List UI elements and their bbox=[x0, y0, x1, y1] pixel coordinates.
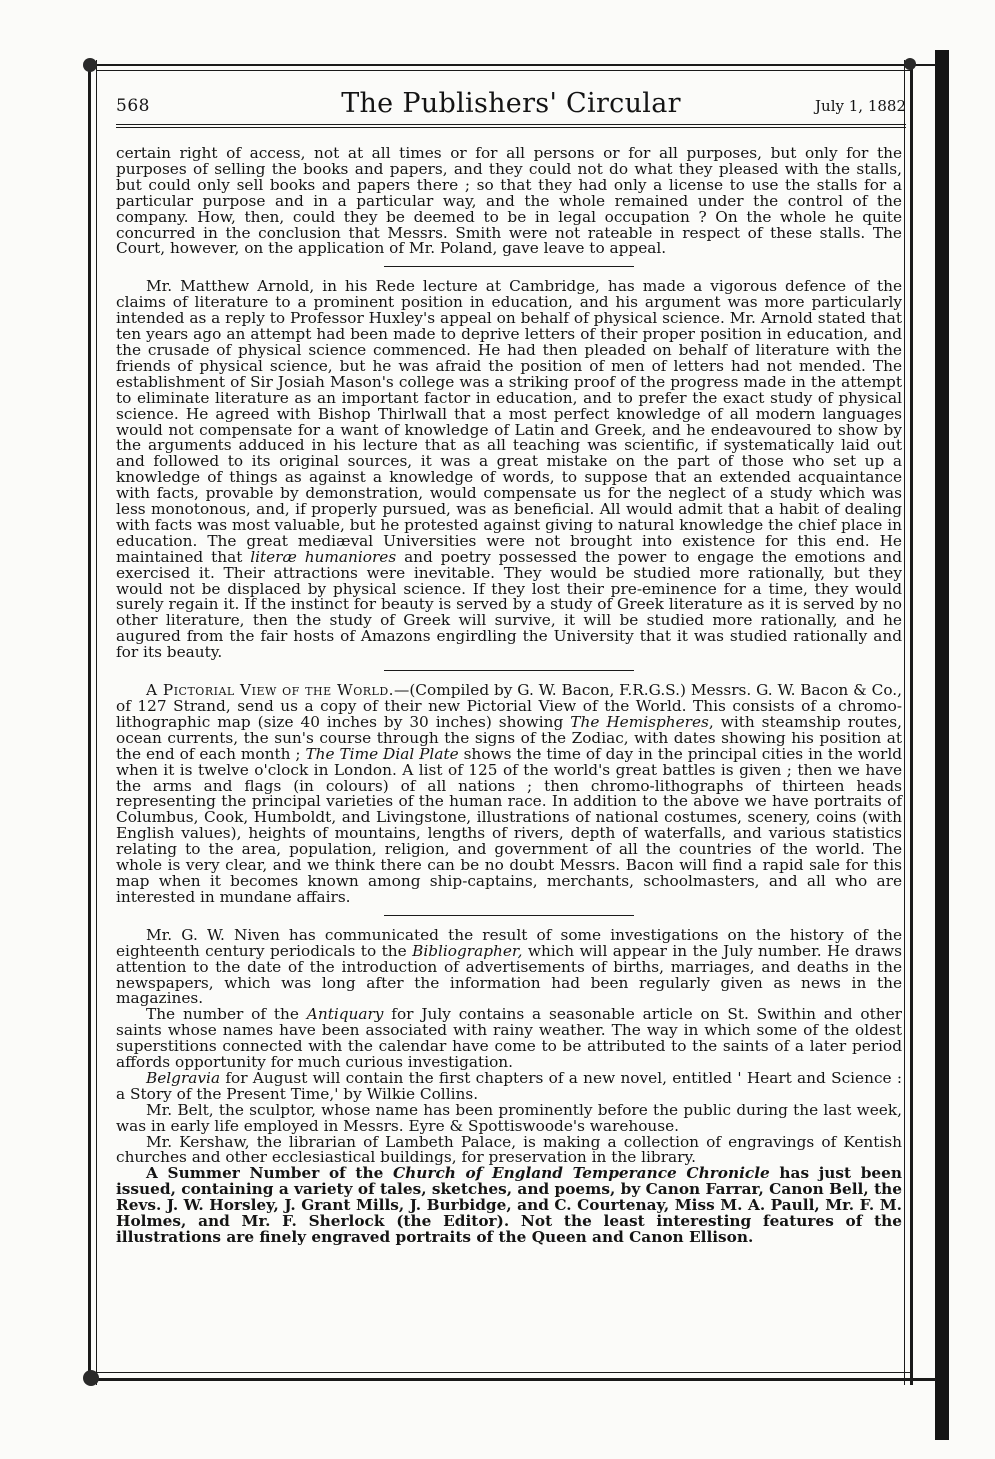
page-header bbox=[116, 84, 906, 124]
italic-title: Bibliographer, bbox=[412, 941, 523, 960]
binding-shadow bbox=[935, 50, 949, 1440]
article-body bbox=[116, 128, 902, 1246]
section-heading: A Pictorial View of the World. bbox=[146, 681, 395, 700]
paragraph-belgravia bbox=[116, 1068, 902, 1103]
section-divider bbox=[384, 670, 634, 671]
paragraph-text: which will appear in the July number. He draws attention to the date of the introduction of advertisements of births, marriages, and deaths in the newspapers, which was long after the information had been regularly given as news in the magazines. bbox=[116, 941, 903, 1008]
section-divider bbox=[384, 266, 634, 267]
right-border-rule bbox=[910, 60, 913, 1385]
paragraph-smith-stalls: certain right of access, not at all times or for all persons or for all purposes, but only for the purposes of selling the books and papers, and they could not do what they pleased with the stalls, but could only sell books and papers there ; so that they had only a license to use the stalls for a particular purpose and in a particular way, and the whole remained under the control of the company. How, then, could they be deemed to be in legal occupation ? On the whole he quite concurred in the conclusion that Messrs. Smith were not rateable in respect of these stalls. The Court, however, on the application of Mr. Poland, gave leave to appeal. bbox=[116, 144, 902, 258]
corner-ornament bbox=[83, 58, 97, 72]
paragraph-text: shows the time of day in the principal cities in the world when it is twelve o'clock in London. A list of 125 of the world's great battles is given ; then we have the arms and flags (in colours) of all nations ; then chromo-lithographs of thirteen heads representing the principal varieties of the human race. In addition to the above we have portraits of Columbus, Cook, Humboldt, and Livingstone, illustrations of national costumes, scenery, coins (with English values), heights of mountains, lengths of rivers, depth of waterfalls, and various statistics relating to the area, population, religion, and government of all the countries of the world. The whole is very clear, and we think there can be no doubt Messrs. Bacon will find a rapid sale for this map when it becomes known among ship-captains, merchants, schoolmasters, and all who are interested in mundane affairs. bbox=[116, 744, 903, 906]
top-inner-rule bbox=[96, 70, 910, 71]
corner-ornament bbox=[83, 1370, 99, 1386]
paragraph-text: Mr. G. W. Niven has communicated the result of some investigations on the history of the eighteenth century periodicals to the bbox=[116, 925, 902, 960]
paragraph-text: and poetry possessed the power to engage the emotions and exercised it. Their attractions were inevitable. They would be studied more rationally, but they would not be displaced by physical science. If they lost their pre-eminence for a time, they would surely regain it. If the instinct for beauty is served by a study of Greek literature as it is served by no other literature, then the study of Greek will survive, it will be studied more rationally, and he augured from the fair hosts of Amazons engirdling the University that it was studied rationally and for its beauty. bbox=[116, 547, 902, 662]
paragraph-niven bbox=[116, 925, 903, 1008]
paragraph-kershaw: Mr. Kershaw, the librarian of Lambeth Palace, is making a collection of engravings of Kentish churches and other ecclesiastical buildings, for preservation in the library. bbox=[116, 1132, 902, 1167]
left-inner-rule bbox=[96, 60, 97, 1385]
italic-title: Antiquary bbox=[306, 1005, 384, 1024]
bottom-border-rule bbox=[88, 1378, 936, 1381]
issue-date: July 1, 1882 bbox=[815, 97, 906, 115]
paragraph-text: —(Compiled by G. W. Bacon, F.R.G.S.) Messrs. G. W. Bacon & Co., of 127 Strand, send us a copy of their new Pictorial View of the World. This consists of a chromo-lithographic map (size 40 inches by 30 inches) showing bbox=[116, 681, 902, 731]
paragraph-pictorial-view bbox=[116, 683, 902, 906]
paragraph-belt: Mr. Belt, the sculptor, whose name has been prominently before the public during the last week, was in early life employed in Messrs. Eyre & Spottiswoode's warehouse. bbox=[116, 1100, 902, 1135]
paragraph-text: Mr. Matthew Arnold, in his Rede lecture at Cambridge, has made a vigorous defence of the claims of literature to a prominent position in education, and his argument was more particularly intended as a reply to Professor Huxley's appeal on behalf of physical science. Mr. Arnold stated that ten years ago an attempt had been made to deprive letters of their proper position in education, and the crusade of physical science commenced. He had then pleaded on behalf of literature with the friends of physical science, but he was afraid the position of men of letters had not mended. The establishment of Sir Josiah Mason's college was a striking proof of the progress made in the attempt to eliminate literature as an important factor in education, and to prefer the exact study of physical science. He agreed with Bishop Thirlwall that a most perfect knowledge of all modern languages would not compensate for a want of knowledge of Latin and Greek, and he endeavoured to show by the arguments adduced in his lecture that as all teaching was scientific, if systematically laid out and followed to its original sources, it was a great mistake on the part of those who set up a knowledge of things as against a knowledge of words, to suppose that an extended acquaintance with facts, provable by demonstration, would compensate us for the neglect of a study which was less monotonous, and, if properly pursued, was as beneficial. All would admit that a habit of dealing with facts was most valuable, but he protested against giving to natural knowledge the chief place in education. The great mediæval Universities were not brought into existence for this end. He maintained that bbox=[116, 277, 902, 566]
paragraph-text: has just been issued, containing a variety of tales, sketches, and poems, by Canon Farrar, Canon Bell, the Revs. J. W. Horsley, J. Grant Mills, J. Burbidge, and C. Courtenay, Miss M. A. Paull, Mr. F. M. Holmes, and Mr. F. Sherlock (the Editor). Not the least interesting features of the illustrations are finely engraved portraits of the Queen and Canon Ellison. bbox=[116, 1164, 902, 1246]
bottom-inner-rule bbox=[96, 1372, 910, 1373]
header-rule bbox=[116, 124, 906, 125]
paragraph-text: for July contains a seasonable article on St. Swithin and other saints whose names have been associated with rainy weather. The way in which some of the oldest superstitions connected with the calendar have come to be attributed to the saints of a later period affords opportunity for much curious investigation. bbox=[116, 1005, 902, 1072]
paragraph-text: A Summer Number of the bbox=[146, 1164, 393, 1183]
paragraph-text: The number of the bbox=[146, 1005, 307, 1024]
left-border-rule bbox=[88, 60, 91, 1385]
page-number: 568 bbox=[116, 96, 150, 116]
page-title: The Publishers' Circular bbox=[341, 88, 681, 119]
section-divider bbox=[384, 915, 634, 916]
paragraph-text: for August will contain the first chapters of a new novel, entitled ' Heart and Science : a Story of the Present Time,' by Wilkie Collins. bbox=[116, 1068, 902, 1103]
right-inner-rule bbox=[904, 60, 905, 1385]
paragraph-summer-number bbox=[116, 1166, 902, 1246]
italic-title: The Hemispheres bbox=[570, 712, 709, 731]
paragraph-antiquary bbox=[116, 1007, 902, 1071]
italic-title: Church of England Temperance Chronicle bbox=[392, 1164, 770, 1183]
paragraph-text: , with steamship routes, ocean currents, the sun's course through the signs of the Zodiac, with dates showing his position at the end of each month ; bbox=[116, 712, 902, 763]
italic-title: Belgravia bbox=[146, 1068, 221, 1087]
corner-ornament bbox=[904, 58, 916, 70]
top-border-rule bbox=[88, 64, 936, 66]
italic-phrase: literæ humaniores bbox=[250, 547, 397, 566]
italic-title: The Time Dial Plate bbox=[305, 744, 459, 763]
paragraph-arnold-lecture bbox=[116, 279, 902, 661]
